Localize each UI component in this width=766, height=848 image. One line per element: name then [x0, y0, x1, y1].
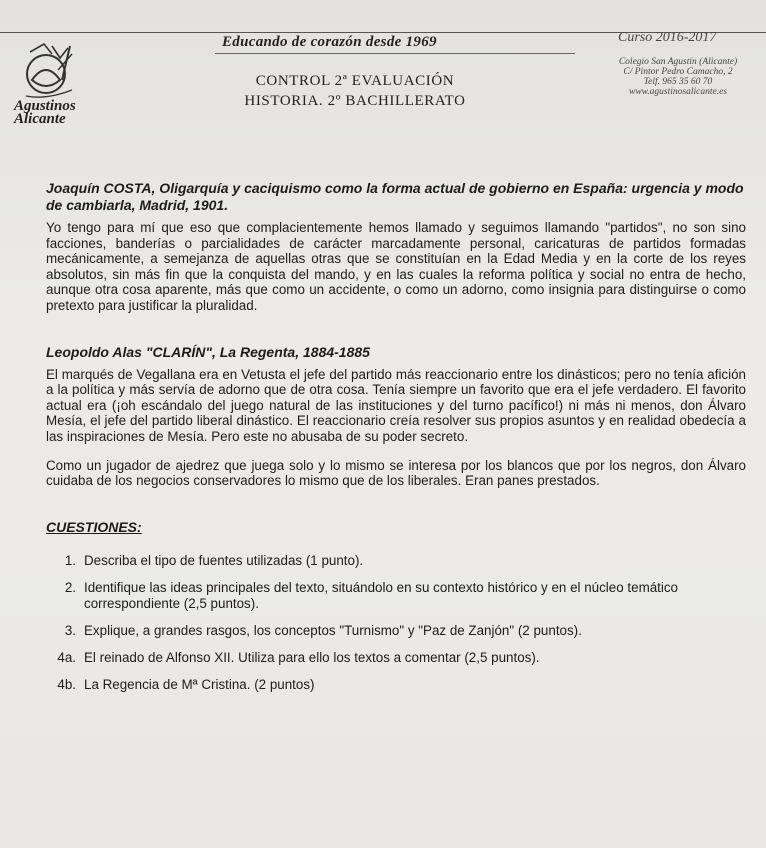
question-text: La Regencia de Mª Cristina. (2 puntos)	[84, 676, 315, 692]
questions-list	[46, 553, 746, 693]
text2-title: Leopoldo Alas "CLARÍN", La Regenta, 1884-1885	[46, 343, 370, 360]
logo-text-line2: Alicante	[14, 111, 66, 127]
question-text: Explique, a grandes rasgos, los conceptos "Turnismo" y "Paz de Zanjón" (2 puntos).	[84, 622, 582, 638]
text1-title: Joaquín COSTA, Oligarquía y caciquismo como la forma actual de gobierno en España: urgencia y modo de cambiarla, Madrid, 1901.	[46, 180, 744, 213]
text2-paragraph: El marqués de Vegallana era en Vetusta el jefe del partido más reaccionario entre los dinásticos; pero no tenía afición a la política y más servía de adorno que de otra cosa. Tenía siempre un favorito que era el jefe verdadero. El favorito actual era (¡oh escándalo del juego natural de las instituciones y del turno pacífico!) ni más ni menos, don Álvaro Mesía, el jefe del partido liberal dinástico. El reaccionario creía resolver sus propios asuntos y en realidad obedecía a las inspiraciones de Mesía. Pero este no abusaba de su poder secreto.	[46, 366, 746, 444]
question-text: El reinado de Alfonso XII. Utiliza para ello los textos a comentar (2,5 puntos).	[84, 649, 540, 665]
course-year: Curso 2016-2017	[618, 30, 717, 45]
motto: Educando de corazón desde 1969	[222, 34, 437, 50]
text2-paragraph: Como un jugador de ajedrez que juega solo y lo mismo se interesa por los blancos que por los negros, don Álvaro cuidaba de los negocios conservadores lo mismo que de los liberales. Eran panes prestados.	[46, 457, 746, 489]
question-item	[46, 553, 746, 569]
contact-info	[594, 57, 762, 97]
question-text: Describa el tipo de fuentes utilizadas (1 punto).	[84, 552, 364, 568]
header	[0, 22, 766, 132]
motto-underline	[215, 53, 575, 54]
question-number: 4b.	[57, 676, 76, 692]
exam-content	[46, 180, 746, 704]
logo-text-line1: Agustinos	[14, 98, 76, 114]
exam-title: CONTROL 2ª EVALUACIÓN	[255, 73, 455, 89]
logo-text	[14, 100, 114, 126]
question-item	[46, 650, 746, 666]
question-item	[46, 580, 746, 612]
question-number: 1.	[64, 552, 76, 568]
question-item	[46, 623, 746, 639]
contact-line: Telf. 965 35 60 70	[643, 77, 713, 87]
exam-subject: HISTORIA. 2º BACHILLERATO	[244, 93, 466, 109]
contact-line: Colegio San Agustín (Alicante)	[618, 57, 738, 67]
question-text: Identifique las ideas principales del texto, situándolo en su contexto histórico y en el núcleo temático correspondiente (2,5 puntos).	[84, 579, 679, 611]
contact-line: C/ Pintor Pedro Camacho, 2	[623, 67, 733, 77]
question-number: 3.	[64, 622, 76, 638]
questions-heading: CUESTIONES:	[46, 518, 142, 535]
question-item	[46, 677, 746, 693]
question-number: 4a.	[57, 649, 76, 665]
question-number: 2.	[64, 579, 76, 595]
text1-paragraph: Yo tengo para mí que eso que complacientemente hemos llamado y seguimos llamando "partidos", no son sino facciones, banderías o parcialidades de carácter marcadamente personal, caricaturas de partidos formadas mecánicamente, a semejanza de aquellas otras que se constituían en la Edad Media y en la corte de los reyes absolutos, sin más fin que la conquista del mando, y en las cuales la reforma política y social no entra de hecho, aunque otra cosa aparente, más que como un accidente, o como un adorno, como insignia para distinguirse o como pretexto para justificar la pluralidad.	[46, 220, 746, 313]
contact-line: www.agustinosalicante.es	[629, 87, 727, 97]
